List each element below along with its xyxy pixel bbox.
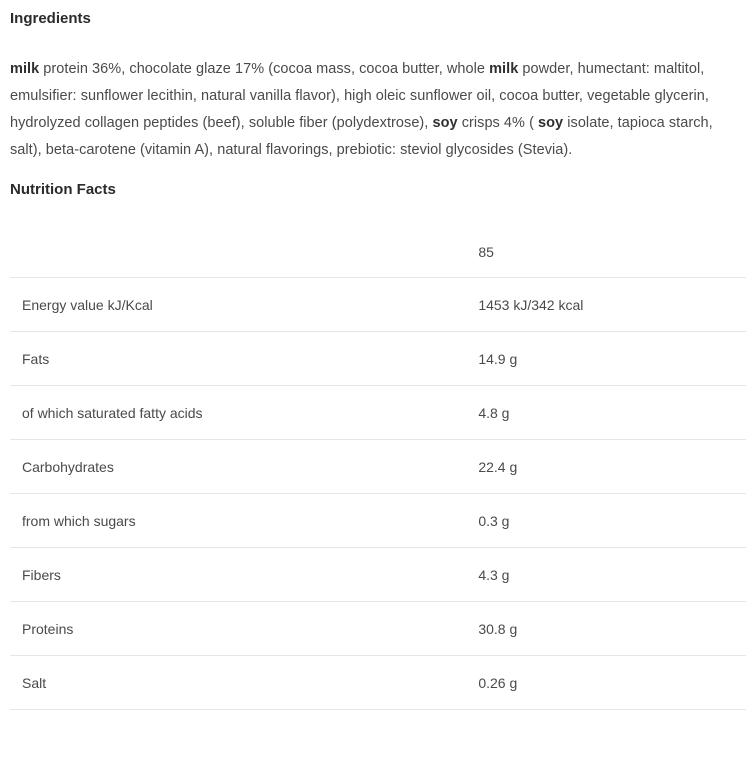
nutrient-label: Carbohydrates <box>10 439 466 493</box>
nutrient-label: Fibers <box>10 547 466 601</box>
table-row <box>10 601 746 655</box>
nutrient-value: 22.4 g <box>466 439 746 493</box>
nutrient-value: 4.3 g <box>466 547 746 601</box>
nutrition-facts-heading: Nutrition Facts <box>10 180 116 198</box>
ingredient-text-run: crisps 4% ( <box>457 115 539 131</box>
ingredients-text <box>10 56 746 164</box>
nutrient-label: Energy value kJ/Kcal <box>10 277 466 331</box>
nutrition-table-body <box>10 223 746 710</box>
nutrient-value: 4.8 g <box>466 385 746 439</box>
nutrient-label: Fats <box>10 331 466 385</box>
nutrition-facts-table <box>10 223 746 710</box>
nutrient-label: from which sugars <box>10 493 466 547</box>
table-header-label <box>10 223 466 278</box>
ingredient-allergen: milk <box>489 61 519 77</box>
nutrient-value: 0.26 g <box>466 655 746 709</box>
nutrient-value: 14.9 g <box>466 331 746 385</box>
nutrient-label: of which saturated fatty acids <box>10 385 466 439</box>
table-row <box>10 547 746 601</box>
nutrient-label: Salt <box>10 655 466 709</box>
table-row <box>10 439 746 493</box>
table-header-serving: 85 <box>466 223 746 278</box>
ingredient-text-run: protein 36%, chocolate glaze 17% (cocoa mass, cocoa butter, whole <box>39 61 490 77</box>
ingredient-allergen: milk <box>10 61 40 77</box>
table-row <box>10 331 746 385</box>
nutrient-value: 0.3 g <box>466 493 746 547</box>
table-row <box>10 277 746 331</box>
ingredients-heading: Ingredients <box>10 10 91 27</box>
ingredient-text-run: powder, humectant: maltitol, emulsifier: sunflower lecithin, natural vanilla flavor), high oleic sunflower oil, cocoa butter, vegetable glycerin, hydrolyzed collagen peptides (beef), soluble fiber (polydextrose), <box>10 61 709 131</box>
nutrient-value: 1453 kJ/342 kcal <box>466 277 746 331</box>
ingredient-allergen: soy <box>432 115 458 131</box>
nutrient-label: Proteins <box>10 601 466 655</box>
table-row <box>10 655 746 709</box>
ingredient-allergen: soy <box>538 115 564 131</box>
ingredient-text-run: isolate, tapioca starch, salt), beta-carotene (vitamin A), natural flavorings, prebiotic: steviol glycosides (Stevia). <box>10 115 713 158</box>
table-header-row <box>10 223 746 278</box>
table-row <box>10 385 746 439</box>
table-row <box>10 493 746 547</box>
nutrient-value: 30.8 g <box>466 601 746 655</box>
